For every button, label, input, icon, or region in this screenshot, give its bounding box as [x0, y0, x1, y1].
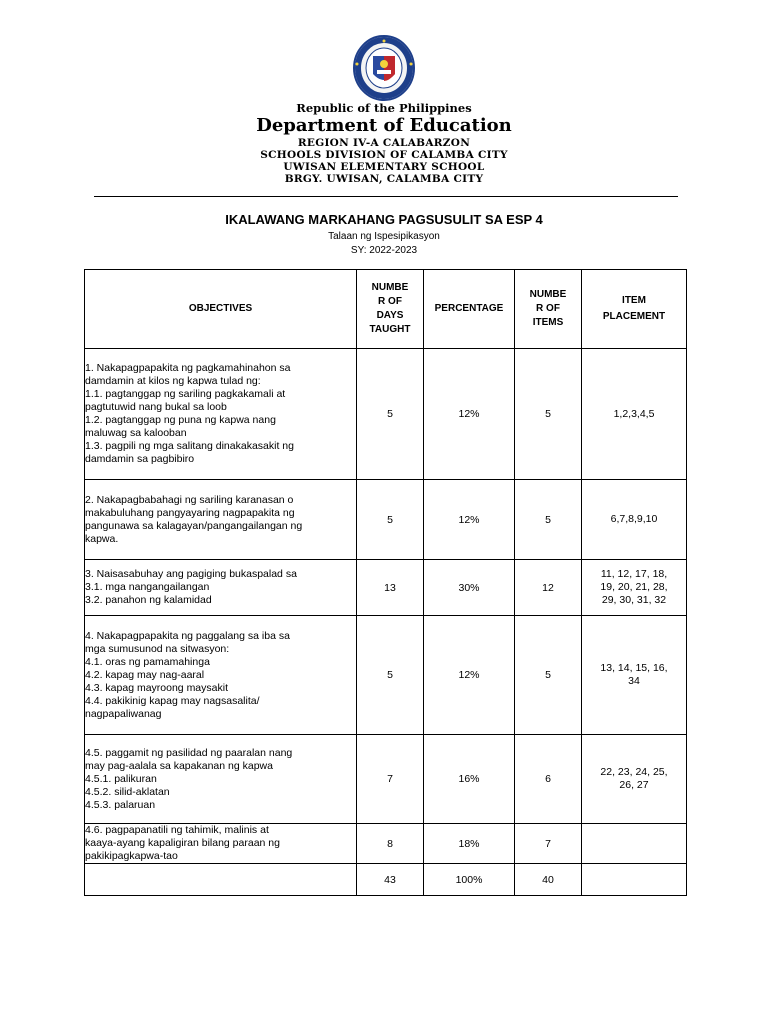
total-items-cell: 40	[515, 864, 582, 896]
items-cell: 5	[515, 480, 582, 560]
objective-line: 4.5.1. palikuran	[85, 772, 157, 785]
total-placement-cell	[582, 864, 687, 896]
objective-line: damdamin sa pagbibiro	[85, 453, 195, 465]
objective-cell	[85, 560, 357, 616]
objective-line: 4.6. pagpapanatili ng tahimik, malinis at	[85, 824, 269, 836]
placement-line: 26, 27	[619, 779, 649, 791]
objective-line: 3.1. mga nangangailangan	[85, 581, 210, 593]
placement-cell	[582, 616, 687, 735]
days-cell: 5	[357, 616, 424, 735]
objective-line: 4.4. pakikinig kapag may nagsasalita/	[85, 694, 260, 707]
percentage-cell: 18%	[424, 824, 515, 864]
division-line: SCHOOLS DIVISION OF CALAMBA CITY	[260, 149, 508, 161]
percentage-cell: 30%	[424, 560, 515, 616]
items-cell: 12	[515, 560, 582, 616]
placement-line: 13, 14, 15, 16,	[600, 662, 668, 674]
total-row	[85, 864, 687, 896]
objective-line: pakikipagkapwa-tao	[85, 850, 178, 862]
header-percentage: PERCENTAGE	[424, 270, 515, 349]
percentage-cell: 12%	[424, 349, 515, 480]
objective-line: 1.3. pagpili ng mga salitang dinakakasakit ng	[85, 440, 294, 452]
placement-line: 6,7,8,9,10	[610, 513, 658, 525]
objective-line: may pag-aalala sa kapakanan ng kapwa	[85, 759, 273, 772]
placement-line: 29, 30, 31, 32	[601, 594, 667, 606]
table-row	[85, 349, 687, 480]
objective-line: 3.2. panahon ng kalamidad	[85, 594, 212, 606]
objective-cell	[85, 735, 357, 824]
days-cell: 8	[357, 824, 424, 864]
objective-line: 2. Nakapagbabahagi ng sariling karanasan o	[85, 493, 294, 506]
objective-line: nagpapaliwanag	[85, 707, 162, 720]
objective-line: 4.5.3. palaruan	[85, 798, 156, 811]
objective-cell	[85, 480, 357, 560]
objective-line: pagtutuwid nang bukal sa loob	[85, 401, 227, 413]
items-cell: 5	[515, 616, 582, 735]
days-cell: 5	[357, 480, 424, 560]
table-row	[85, 616, 687, 735]
objective-line: pangunawa sa kalagayan/pangangailangan ng	[85, 519, 303, 532]
document-title: IKALAWANG MARKAHANG PAGSUSULIT SA ESP 4	[225, 212, 543, 227]
placement-cell	[582, 560, 687, 616]
specification-table	[84, 269, 687, 896]
objective-line: kapwa.	[85, 532, 119, 545]
items-cell: 5	[515, 349, 582, 480]
objective-line: 4.3. kapag mayroong maysakit	[85, 681, 228, 694]
header-placement: ITEM PLACEMENT	[582, 270, 687, 349]
placement-cell	[582, 480, 687, 560]
percentage-cell: 12%	[424, 616, 515, 735]
objective-line: 3. Naisasabuhay ang pagiging bukaspalad sa	[85, 568, 297, 580]
objective-line: 4.5. paggamit ng pasilidad ng paaralan nang	[85, 746, 293, 759]
objective-line: makabuluhang pangyayaring nagpapakita ng	[85, 506, 295, 519]
school-line: UWISAN ELEMENTARY SCHOOL	[283, 161, 485, 173]
department-name: Department of Education	[256, 115, 512, 136]
header-items: NUMBE R OF ITEMS	[515, 270, 582, 349]
placement-line: 22, 23, 24, 25,	[600, 766, 668, 778]
placement-cell	[582, 735, 687, 824]
total-days-cell: 43	[357, 864, 424, 896]
header-divider	[94, 196, 678, 197]
republic-line: Republic of the Philippines	[296, 101, 472, 115]
objective-line: 4.2. kapag may nag-aaral	[85, 668, 205, 681]
header-row	[85, 270, 687, 349]
region-line: REGION IV-A CALABARZON	[297, 137, 471, 149]
address-line: BRGY. UWISAN, CALAMBA CITY	[284, 173, 484, 185]
header-days: NUMBE R OF DAYS TAUGHT	[357, 270, 424, 349]
objective-line: 4. Nakapagpapakita ng paggalang sa iba sa	[85, 629, 290, 642]
objective-line: 1. Nakapagpapakita ng pagkamahinahon sa	[85, 362, 291, 374]
objective-line: 1.2. pagtanggap ng puna ng kapwa nang	[85, 414, 276, 426]
objective-line: maluwag sa kalooban	[85, 427, 187, 439]
placement-line: 34	[628, 675, 640, 687]
objective-line: kaaya-ayang kapaligiran bilang paraan ng	[85, 837, 280, 849]
percentage-cell: 12%	[424, 480, 515, 560]
objective-line: damdamin at kilos ng kapwa tulad ng:	[85, 375, 261, 387]
items-cell: 7	[515, 824, 582, 864]
table-row	[85, 735, 687, 824]
days-cell: 5	[357, 349, 424, 480]
objective-cell	[85, 349, 357, 480]
objective-cell	[85, 824, 357, 864]
days-cell: 7	[357, 735, 424, 824]
objective-line: mga sumusunod na sitwasyon:	[85, 642, 230, 655]
objective-cell	[85, 616, 357, 735]
items-cell: 6	[515, 735, 582, 824]
placement-cell	[582, 824, 687, 864]
objective-line: 4.5.2. silid-aklatan	[85, 785, 170, 798]
percentage-cell: 16%	[424, 735, 515, 824]
objective-line: 4.1. oras ng pamamahinga	[85, 655, 210, 668]
deped-seal-icon	[341, 34, 427, 102]
table-row	[85, 480, 687, 560]
days-cell: 13	[357, 560, 424, 616]
placement-line: 11, 12, 17, 18,	[600, 568, 668, 580]
placement-line: 1,2,3,4,5	[613, 407, 655, 420]
table-row	[85, 560, 687, 616]
placement-line: 19, 20, 21, 28,	[600, 581, 668, 593]
total-label-cell	[85, 864, 357, 896]
table-row	[85, 824, 687, 864]
total-percentage-cell: 100%	[424, 864, 515, 896]
objective-line: 1.1. pagtanggap ng sariling pagkakamali at	[85, 388, 286, 400]
school-year: SY: 2022-2023	[350, 245, 418, 256]
placement-cell	[582, 349, 687, 480]
document-subtitle: Talaan ng Ispesipikasyon	[328, 231, 440, 242]
header-objectives: OBJECTIVES	[85, 270, 357, 349]
